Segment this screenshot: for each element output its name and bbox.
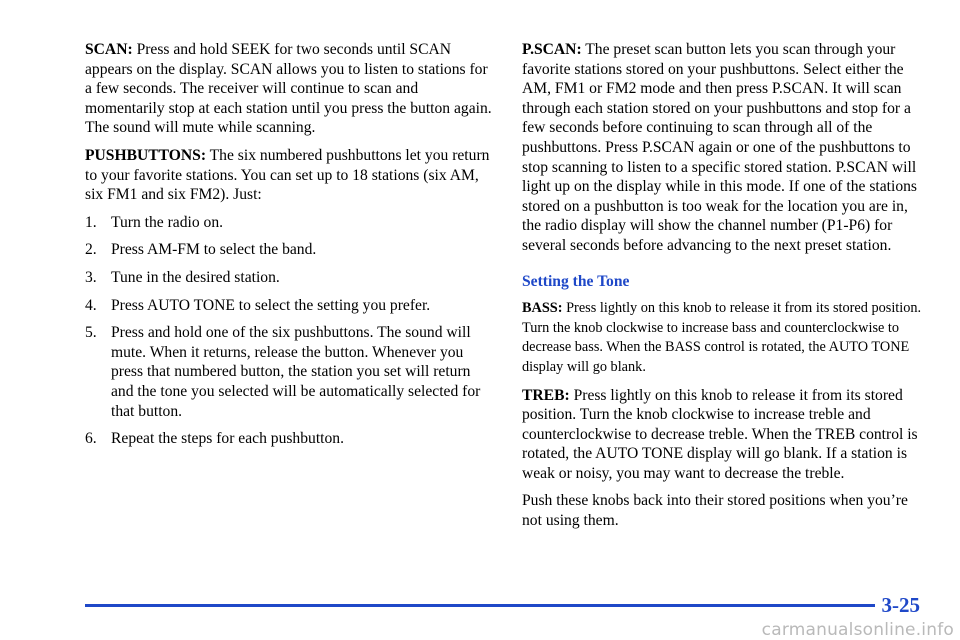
step-number: 5.	[85, 324, 97, 342]
step-number: 2.	[85, 241, 97, 259]
pscan-paragraph	[522, 40, 927, 256]
step-number: 6.	[85, 430, 97, 448]
step-text: Press and hold one of the six pushbuttons. The sound will mute. When it returns, release the button. Whenever you press that numbered button, the station you set will return and the tone you selected will be automatically selected for that button.	[111, 324, 481, 420]
push-back-paragraph: Push these knobs back into their stored positions when you’re not using them.	[522, 492, 908, 530]
step-number: 4.	[85, 296, 97, 314]
bass-paragraph	[522, 299, 927, 377]
page-number: 3-25	[881, 593, 920, 617]
right-column	[522, 40, 927, 539]
list-item	[85, 323, 495, 421]
step-text: Repeat the steps for each pushbutton.	[111, 430, 344, 448]
left-column	[85, 40, 495, 457]
pushbuttons-text: The six numbered pushbuttons let you return to your favorite stations. You can set up to 18 stations (six AM, six FM1 and six FM2). Just:	[85, 146, 490, 204]
step-text: Press AM-FM to select the band.	[111, 241, 317, 259]
list-item	[85, 429, 495, 449]
pushbuttons-label: PUSHBUTTONS:	[85, 146, 207, 164]
step-text: Turn the radio on.	[111, 213, 224, 231]
treb-paragraph	[522, 386, 927, 484]
list-item	[85, 240, 495, 260]
pushbuttons-paragraph	[85, 146, 495, 205]
step-text: Press AUTO TONE to select the setting you prefer.	[111, 296, 431, 314]
treb-text: Press lightly on this knob to release it from its stored position. Turn the knob clockwise to increase treble and counterclockwise to decrease treble. When the TREB control is rotated, the AUTO TONE display will go blank. If a station is weak or noisy, you may want to decrease the treble.	[522, 386, 918, 482]
footer-divider	[85, 604, 875, 607]
bass-text: Press lightly on this knob to release it from its stored position. Turn the knob clockwise to increase bass and counterclockwise to decrease bass. When the BASS control is rotated, the AUTO TONE display will go blank.	[522, 300, 922, 375]
list-item	[85, 296, 495, 316]
pushbutton-steps-list	[85, 213, 495, 449]
scan-text: Press and hold SEEK for two seconds until SCAN appears on the display. SCAN allows you to listen to stations for a few seconds. The receiver will continue to scan and momentarily stop at each station until you press the button again. The sound will mute while scanning.	[85, 41, 492, 137]
step-number: 1.	[85, 213, 97, 231]
watermark-text: carmanualsonline.info	[761, 620, 954, 640]
step-text: Tune in the desired station.	[111, 268, 280, 286]
list-item	[85, 268, 495, 288]
list-item	[85, 213, 495, 233]
pscan-label: P.SCAN:	[522, 41, 582, 58]
scan-label: SCAN:	[85, 41, 133, 58]
bass-label: BASS:	[522, 300, 563, 317]
treb-label: TREB:	[522, 386, 570, 404]
pscan-text: The preset scan button lets you scan through your favorite stations stored on your pushbuttons. Select either the AM, FM1 or FM2 mode and then press P.SCAN. It will scan through each station stored on your pushbuttons and stop for a few seconds before continuing to scan through all of the pushbuttons. Press P.SCAN again or one of the pushbuttons to stop scanning to listen to a specific stored station. P.SCAN will light up on the display while in this mode. If one of the stations stored on a pushbutton is too weak for the location you are in, the radio display will show the channel number (P1-P6) for several seconds before advancing to the next preset station.	[522, 41, 917, 254]
step-number: 3.	[85, 268, 97, 286]
section-heading-setting-the-tone: Setting the Tone	[522, 272, 630, 290]
scan-paragraph	[85, 40, 495, 138]
